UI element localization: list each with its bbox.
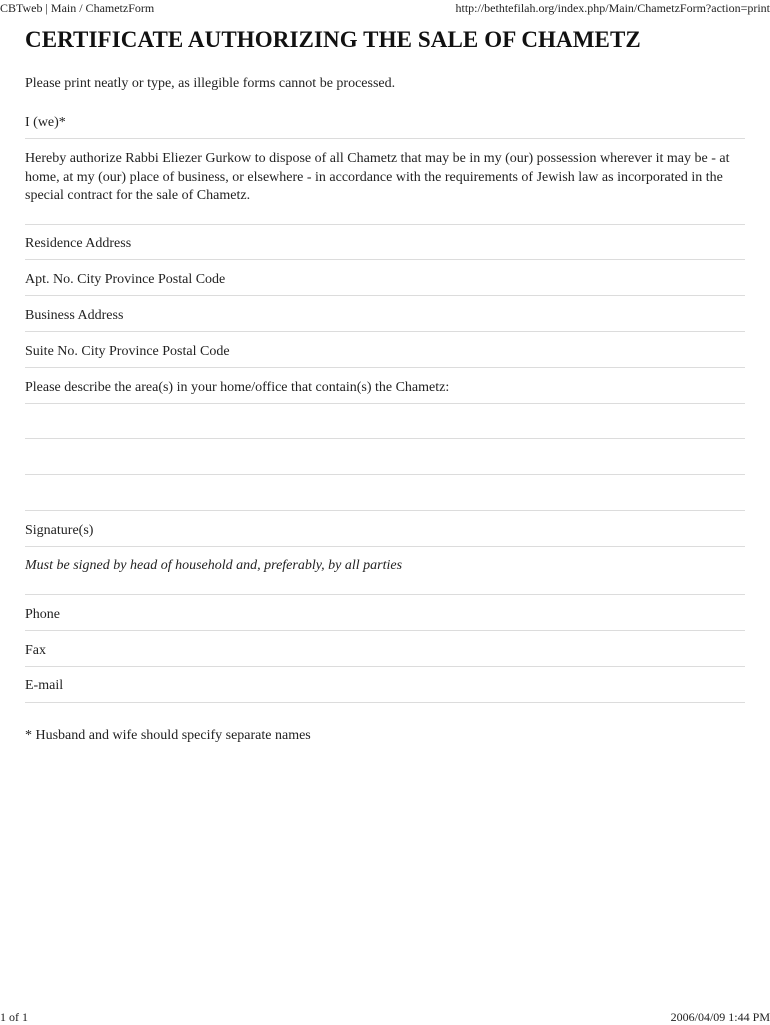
email-label: E-mail bbox=[25, 678, 64, 693]
business-details-line bbox=[25, 367, 745, 368]
print-footer-timestamp: 2006/04/09 1:44 PM bbox=[670, 1010, 770, 1024]
signature-note: Must be signed by head of household and, preferably, by all parties bbox=[25, 558, 403, 573]
footnote-text: * Husband and wife should specify separate names bbox=[25, 728, 311, 743]
signature-label: Signature(s) bbox=[25, 523, 94, 538]
authorization-paragraph: Hereby authorize Rabbi Eliezer Gurkow to dispose of all Chametz that may be in my (our) possession wherever it may be - at home, at my (our) place of business, or elsewhere - in accordance with the requirements of Jewish law as incorporated in the special contract for the sale of Chametz. bbox=[25, 151, 730, 203]
chametz-area-line-4 bbox=[25, 510, 745, 511]
names-field-line bbox=[25, 138, 745, 139]
authorization-line bbox=[25, 224, 745, 225]
page-title: CERTIFICATE AUTHORIZING THE SALE OF CHAMETZ bbox=[25, 27, 641, 52]
business-details-label: Suite No. City Province Postal Code bbox=[25, 344, 230, 359]
phone-label: Phone bbox=[25, 607, 60, 622]
phone-line bbox=[25, 630, 745, 631]
print-header-page-title: CBTweb | Main / ChametzForm bbox=[0, 1, 155, 15]
signature-line bbox=[25, 546, 745, 547]
residence-address-label: Residence Address bbox=[25, 236, 132, 251]
print-footer-page-number: 1 of 1 bbox=[0, 1010, 28, 1024]
names-field-label: I (we)* bbox=[25, 115, 66, 130]
chametz-area-line-3 bbox=[25, 474, 745, 475]
email-line bbox=[25, 702, 745, 703]
residence-details-line bbox=[25, 295, 745, 296]
fax-line bbox=[25, 666, 745, 667]
residence-details-label: Apt. No. City Province Postal Code bbox=[25, 272, 226, 287]
chametz-area-line-2 bbox=[25, 438, 745, 439]
chametz-area-line-1 bbox=[25, 403, 745, 404]
signature-note-line bbox=[25, 594, 745, 595]
instruction-text: Please print neatly or type, as illegible forms cannot be processed. bbox=[25, 76, 396, 91]
fax-label: Fax bbox=[25, 643, 46, 658]
chametz-area-label: Please describe the area(s) in your home/office that contain(s) the Chametz: bbox=[25, 380, 450, 395]
business-address-label: Business Address bbox=[25, 308, 124, 323]
business-address-line bbox=[25, 331, 745, 332]
print-header-url: http://bethtefilah.org/index.php/Main/ChametzForm?action=print bbox=[455, 1, 770, 15]
residence-address-line bbox=[25, 259, 745, 260]
